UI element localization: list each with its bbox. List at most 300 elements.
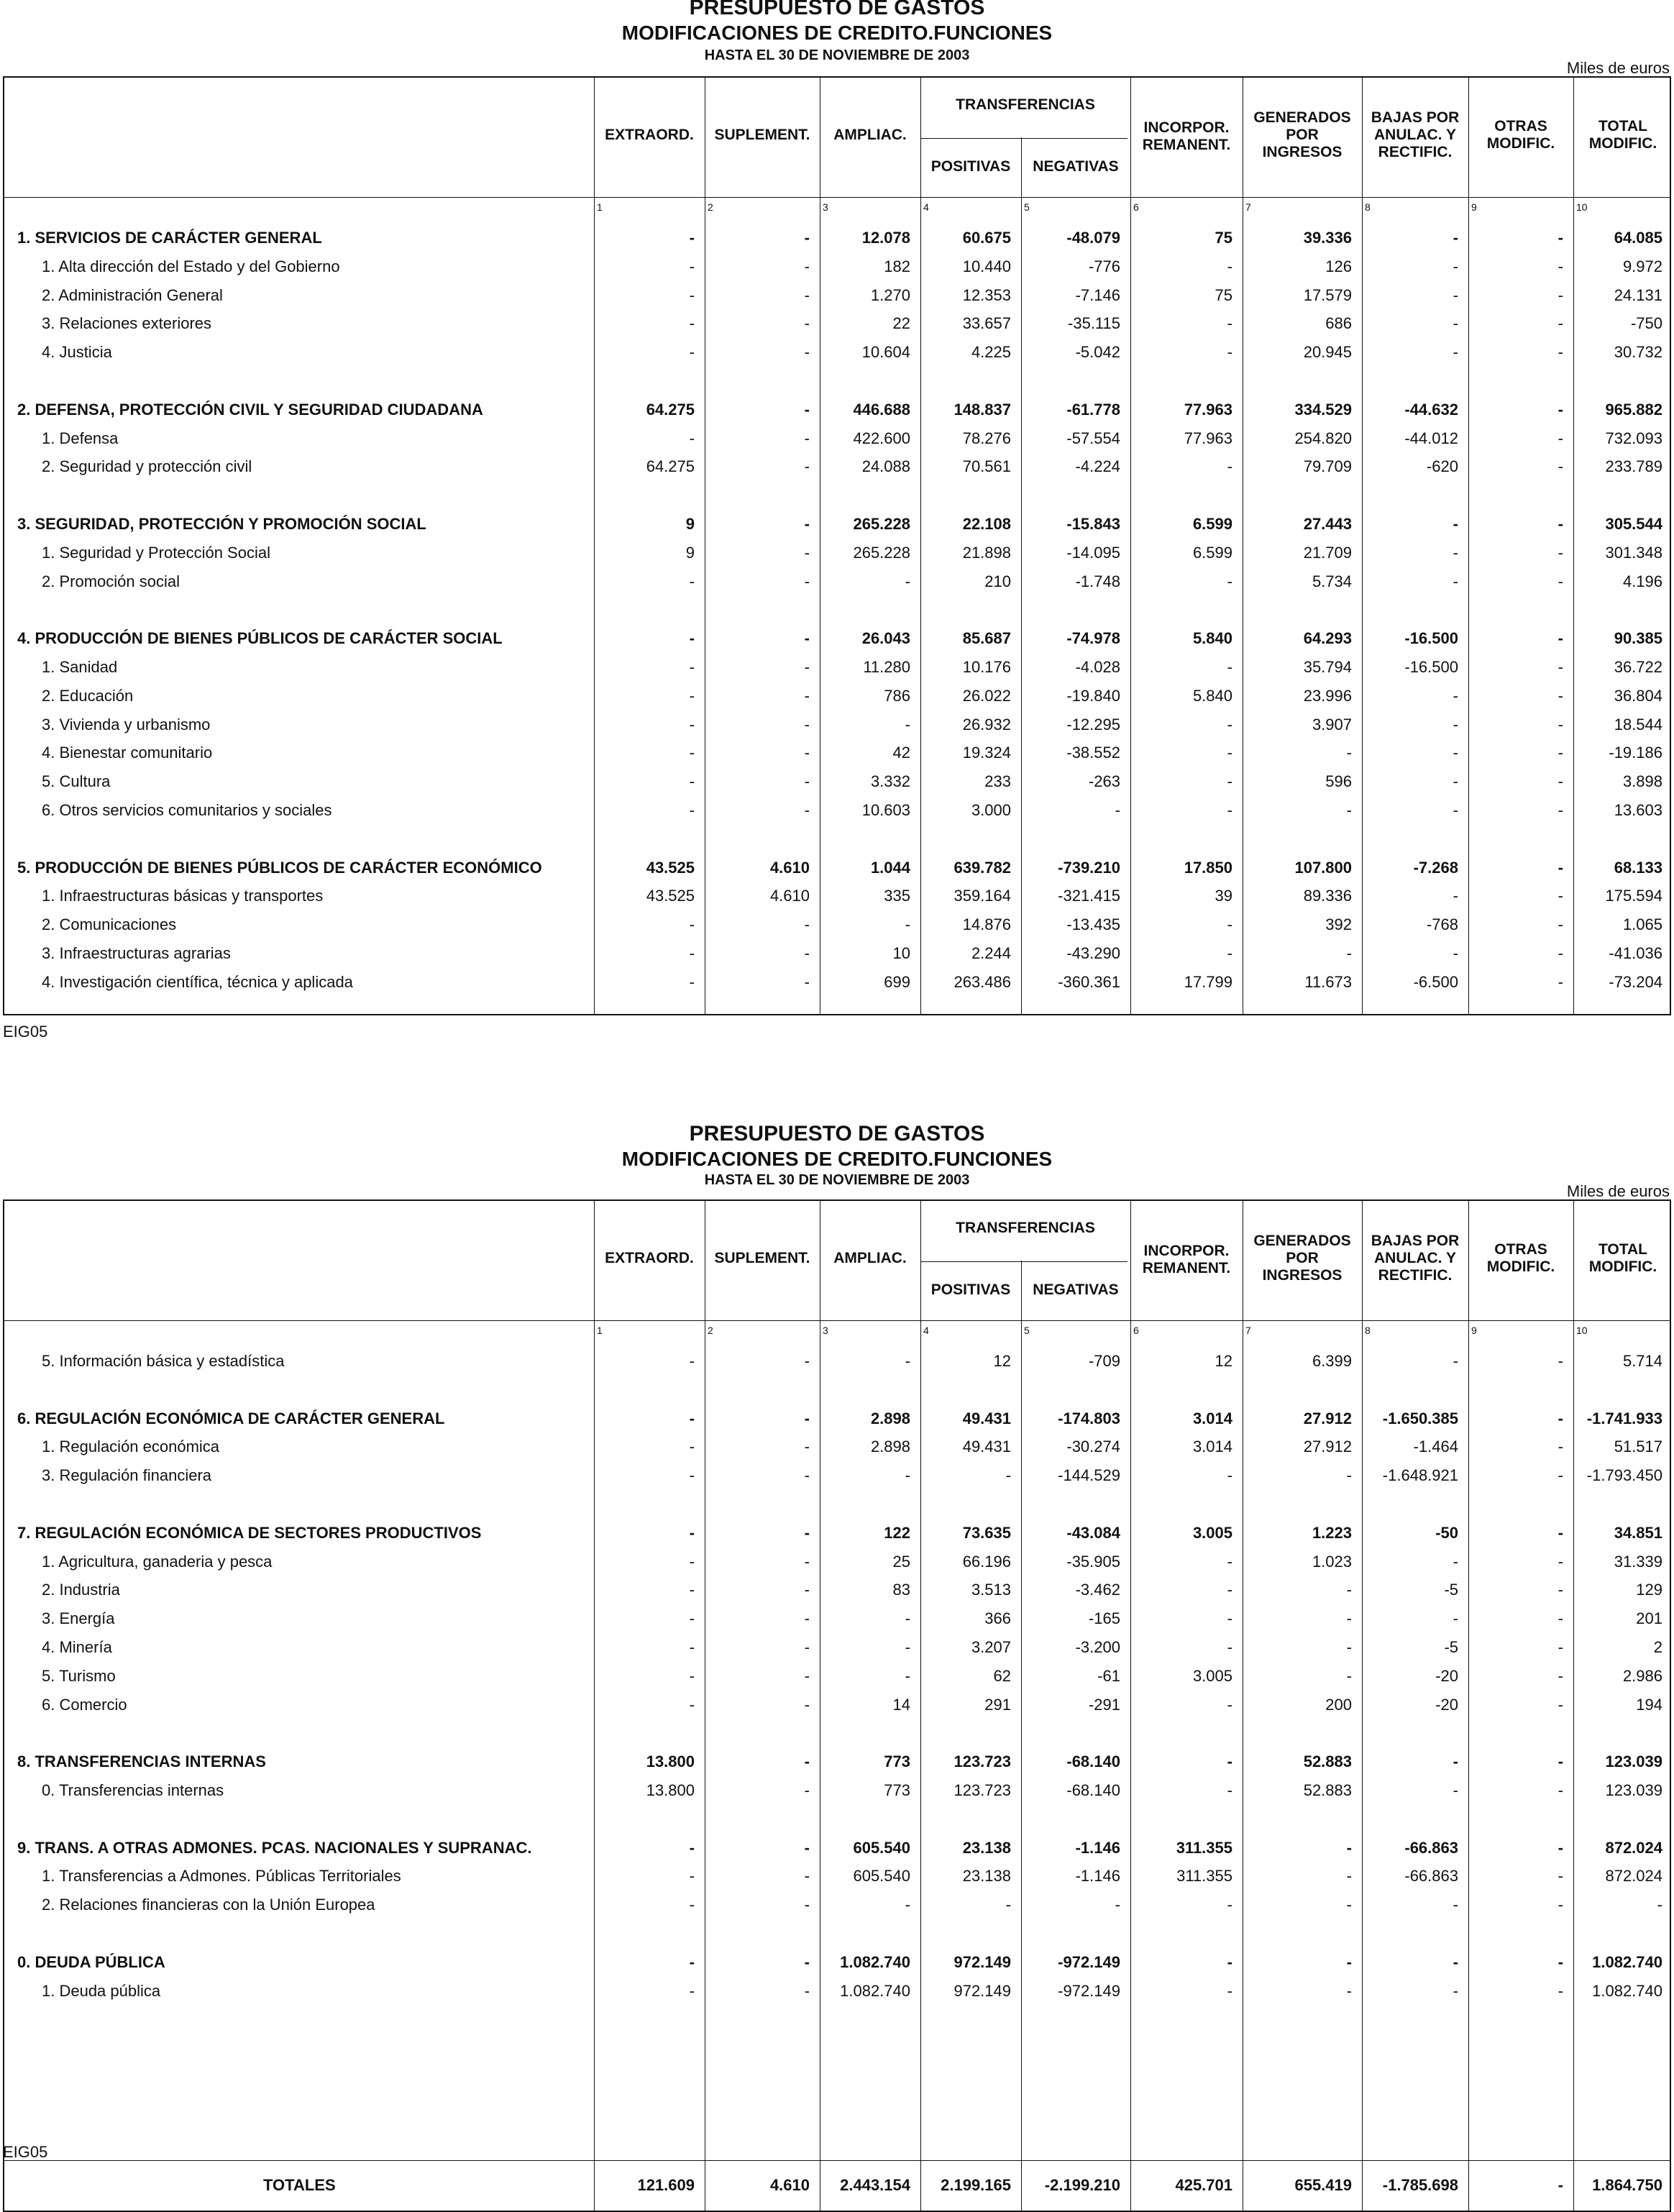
cell-value: - — [1346, 1981, 1352, 2000]
cell-value: -1.464 — [1413, 1438, 1458, 1456]
cell-value: - — [1453, 715, 1458, 733]
cell-value: - — [1453, 1352, 1458, 1370]
cell-value: -57.554 — [1066, 429, 1120, 447]
cell-value: 305.544 — [1605, 515, 1662, 533]
header-bajas-rectific: RECTIFIC. — [1378, 1267, 1453, 1284]
cell-value: 27.912 — [1303, 1409, 1352, 1427]
table-row — [4, 797, 1670, 826]
cell-value: -165 — [1088, 1609, 1120, 1628]
cell-value: - — [1346, 801, 1352, 819]
cell-value: 14 — [892, 1695, 910, 1714]
cell-value: 26.932 — [962, 715, 1011, 733]
cell-value: - — [1346, 1952, 1352, 1971]
subsection-label: 1. Defensa — [42, 429, 119, 447]
cell-value: 182 — [884, 257, 910, 275]
cell-value: 4.225 — [971, 343, 1011, 362]
subsection-label: 2. Promoción social — [42, 572, 180, 590]
cell-value: 3.332 — [870, 772, 910, 791]
cell-value: -38.552 — [1066, 744, 1120, 762]
cell-value: 21.898 — [962, 543, 1011, 562]
cell-value: -4.224 — [1075, 457, 1120, 476]
cell-value: 34.851 — [1614, 1523, 1662, 1542]
budget-table — [3, 1199, 1671, 2212]
cell-value: 64.085 — [1614, 229, 1662, 247]
cell-value: - — [1558, 744, 1563, 762]
footer-code: EIG05 — [3, 2143, 48, 2161]
cell-value: 3.014 — [1192, 1409, 1232, 1427]
cell-value: - — [1227, 257, 1232, 275]
subsection-label: 4. Justicia — [42, 343, 112, 362]
cell-value: 75 — [1215, 229, 1232, 247]
cell-value: -35.905 — [1066, 1552, 1120, 1571]
cell-value: - — [1453, 343, 1458, 362]
cell-value: - — [1558, 887, 1563, 905]
cell-value: - — [1558, 1552, 1563, 1571]
cell-value: - — [804, 457, 810, 476]
header-otras-modific: MODIFIC. — [1486, 1258, 1555, 1275]
cell-value: - — [1558, 1981, 1563, 2000]
cell-value: - — [1453, 1981, 1458, 2000]
cell-value: -14.095 — [1066, 543, 1120, 562]
cell-value: - — [1558, 1838, 1563, 1857]
cell-value: - — [1558, 1695, 1563, 1714]
cell-value: 1.082.740 — [840, 1981, 910, 2000]
header-generados-por: POR — [1286, 127, 1319, 143]
cell-value: 13.603 — [1614, 801, 1662, 819]
cell-value: 3.513 — [971, 1581, 1011, 1599]
cell-value: 17.799 — [1184, 972, 1232, 991]
cell-value: - — [1558, 257, 1563, 275]
cell-value: 23.996 — [1303, 686, 1352, 705]
cell-value: - — [804, 314, 810, 333]
cell-value: 194 — [1636, 1695, 1662, 1714]
cell-value: 335 — [884, 887, 910, 905]
cell-value: -263 — [1088, 772, 1120, 791]
cell-value: 51.517 — [1614, 1438, 1662, 1456]
cell-value: - — [1346, 1896, 1352, 1914]
cell-value: - — [1558, 1752, 1563, 1771]
cell-value: -61.778 — [1066, 400, 1120, 419]
cell-value: - — [1346, 1867, 1352, 1886]
header-transferencias: TRANSFERENCIAS — [956, 96, 1095, 113]
cell-value: - — [1227, 1581, 1232, 1599]
cell-value: - — [1227, 715, 1232, 733]
cell-value: -48.079 — [1066, 229, 1120, 247]
cell-value: 265.228 — [853, 543, 910, 562]
subsection-label: 1. Deuda pública — [42, 1981, 161, 2000]
header-generados-ingresos: INGRESOS — [1262, 1267, 1343, 1284]
cell-value: - — [1453, 257, 1458, 275]
table-row — [4, 940, 1670, 969]
cell-value: - — [689, 972, 695, 991]
header-transferencias: TRANSFERENCIAS — [956, 1220, 1095, 1236]
header-total-modific: MODIFIC. — [1588, 1258, 1657, 1275]
cell-value: 49.431 — [962, 1438, 1011, 1456]
cell-value: - — [1453, 572, 1458, 590]
cell-value: - — [689, 1896, 695, 1914]
cell-value: - — [804, 1666, 810, 1685]
cell-value: 26.022 — [962, 686, 1011, 705]
section-label: 1. SERVICIOS DE CARÁCTER GENERAL — [17, 229, 322, 247]
cell-value: 60.675 — [962, 229, 1011, 247]
cell-value: - — [689, 285, 695, 304]
cell-value: 422.600 — [853, 429, 910, 447]
cell-value: 366 — [984, 1609, 1011, 1628]
table-row — [4, 1605, 1670, 1634]
cell-value: 265.228 — [853, 515, 910, 533]
column-number: 3 — [823, 1325, 828, 1336]
table-row — [4, 224, 1670, 253]
page-title: PRESUPUESTO DE GASTOS — [689, 1122, 985, 1146]
cell-value: -620 — [1426, 457, 1458, 476]
cell-value: - — [1657, 1896, 1662, 1914]
subsection-label: 0. Transferencias internas — [42, 1781, 224, 1799]
cell-value: 200 — [1325, 1695, 1352, 1714]
cell-value: - — [804, 1638, 810, 1656]
cell-value: -972.149 — [1058, 1981, 1120, 2000]
cell-value: 5.734 — [1312, 572, 1352, 590]
cell-value: -66.863 — [1404, 1838, 1458, 1857]
cell-value: 639.782 — [953, 858, 1011, 877]
cell-value: - — [1453, 1781, 1458, 1799]
cell-value: 5.714 — [1622, 1352, 1662, 1370]
cell-value: -66.863 — [1404, 1867, 1458, 1886]
total-value: - — [1558, 2176, 1563, 2194]
cell-value: - — [1558, 285, 1563, 304]
subsection-label: 1. Agricultura, ganaderia y pesca — [42, 1552, 273, 1571]
cell-value: 210 — [984, 572, 1011, 590]
cell-value: - — [689, 772, 695, 791]
cell-value: 18.544 — [1614, 715, 1662, 733]
cell-value: - — [804, 257, 810, 275]
cell-value: - — [1558, 801, 1563, 819]
table-row — [4, 1949, 1670, 1978]
cell-value: -6.500 — [1413, 972, 1458, 991]
cell-value: 42 — [892, 744, 910, 762]
cell-value: - — [1227, 1466, 1232, 1485]
cell-value: -68.140 — [1066, 1752, 1120, 1771]
cell-value: - — [689, 1638, 695, 1656]
table-row — [4, 425, 1670, 454]
cell-value: - — [804, 1752, 810, 1771]
cell-value: -73.204 — [1609, 972, 1662, 991]
column-number: 6 — [1133, 201, 1139, 213]
table-row — [4, 1978, 1670, 2006]
table-row — [4, 539, 1670, 568]
table-row — [4, 654, 1670, 682]
cell-value: 89.336 — [1303, 887, 1352, 905]
cell-value: -1.146 — [1075, 1867, 1120, 1886]
header-positivas: POSITIVAS — [930, 1281, 1011, 1298]
cell-value: - — [689, 686, 695, 705]
total-value: 121.609 — [637, 2176, 695, 2194]
cell-value: 24.131 — [1614, 285, 1662, 304]
cell-value: 3.000 — [971, 801, 1011, 819]
cell-value: 31.339 — [1614, 1552, 1662, 1571]
cell-value: - — [1558, 629, 1563, 648]
table-row — [4, 568, 1670, 597]
cell-value: -1.741.933 — [1586, 1409, 1662, 1427]
table-row — [4, 854, 1670, 883]
cell-value: - — [804, 1581, 810, 1599]
cell-value: 11.673 — [1304, 972, 1352, 991]
table-row — [4, 768, 1670, 797]
cell-value: -20 — [1435, 1666, 1458, 1685]
cell-value: - — [689, 1867, 695, 1886]
cell-value: - — [1558, 1409, 1563, 1427]
cell-value: - — [1558, 1438, 1563, 1456]
cell-value: - — [804, 285, 810, 304]
table-row — [4, 1748, 1670, 1777]
cell-value: - — [905, 915, 910, 934]
cell-value: -5 — [1444, 1581, 1458, 1599]
table-row — [4, 1462, 1670, 1491]
cell-value: 6.399 — [1312, 1352, 1352, 1370]
cell-value: -43.290 — [1066, 944, 1120, 962]
cell-value: - — [689, 314, 695, 333]
cell-value: - — [689, 1352, 695, 1370]
cell-value: - — [1453, 1752, 1458, 1771]
table-row — [4, 882, 1670, 911]
page-subtitle: MODIFICACIONES DE CREDITO.FUNCIONES — [621, 22, 1053, 44]
header-bajas-anulac: ANULAC. Y — [1374, 127, 1456, 143]
cell-value: - — [1227, 801, 1232, 819]
subsection-label: 6. Otros servicios comunitarios y sociales — [42, 801, 332, 819]
cell-value: - — [1346, 744, 1352, 762]
cell-value: 43.525 — [646, 858, 695, 877]
cell-value: - — [804, 1552, 810, 1571]
cell-value: - — [1453, 543, 1458, 562]
table-row — [4, 911, 1670, 940]
cell-value: - — [1227, 1695, 1232, 1714]
cell-value: - — [1558, 1609, 1563, 1628]
section-label: 5. PRODUCCIÓN DE BIENES PÚBLICOS DE CARÁCTER ECONÓMICO — [17, 858, 542, 877]
table-row — [4, 1576, 1670, 1605]
section-label: 2. DEFENSA, PROTECCIÓN CIVIL Y SEGURIDAD CIUDADANA — [17, 400, 483, 419]
cell-value: - — [1558, 457, 1563, 476]
cell-value: 2 — [1653, 1638, 1662, 1656]
cell-value: 64.275 — [646, 457, 695, 476]
cell-value: 43.525 — [646, 887, 695, 905]
cell-value: - — [1558, 429, 1563, 447]
cell-value: 21.709 — [1303, 543, 1352, 562]
subsection-label: 6. Comercio — [42, 1695, 127, 1714]
cell-value: - — [1453, 887, 1458, 905]
cell-value: -321.415 — [1058, 887, 1120, 905]
cell-value: - — [1227, 1752, 1232, 1771]
cell-value: - — [1453, 1896, 1458, 1914]
cell-value: - — [689, 1523, 695, 1542]
cell-value: -1.748 — [1075, 572, 1120, 590]
cell-value: - — [1227, 457, 1232, 476]
total-value: 425.701 — [1175, 2176, 1232, 2194]
cell-value: -1.648.921 — [1382, 1466, 1458, 1485]
header-bajas: BAJAS POR — [1371, 1233, 1460, 1249]
cell-value: 10.440 — [962, 257, 1011, 275]
cell-value: - — [1346, 1466, 1352, 1485]
cell-value: -44.632 — [1404, 400, 1458, 419]
cell-value: - — [1558, 1781, 1563, 1799]
cell-value: -7.146 — [1075, 285, 1120, 304]
cell-value: 175.594 — [1605, 887, 1662, 905]
cell-value: - — [1453, 314, 1458, 333]
table-row — [4, 1548, 1670, 1577]
section-label: 8. TRANSFERENCIAS INTERNAS — [17, 1752, 266, 1771]
cell-value: - — [689, 1609, 695, 1628]
cell-value: 3.207 — [971, 1638, 1011, 1656]
cell-value: - — [1558, 915, 1563, 934]
header-generados: GENERADOS — [1253, 1233, 1351, 1249]
cell-value: - — [804, 1466, 810, 1485]
cell-value: - — [1227, 314, 1232, 333]
cell-value: - — [1558, 343, 1563, 362]
cell-value: - — [689, 429, 695, 447]
cell-value: 3.005 — [1192, 1523, 1232, 1542]
cell-value: 9 — [685, 515, 695, 533]
cell-value: 263.486 — [953, 972, 1011, 991]
cell-value: 12 — [1215, 1352, 1232, 1370]
cell-value: - — [689, 801, 695, 819]
table-row — [4, 1663, 1670, 1691]
total-value: 2.443.154 — [840, 2176, 910, 2194]
cell-value: - — [1227, 744, 1232, 762]
cell-value: 3.005 — [1192, 1666, 1232, 1685]
cell-value: 10.603 — [861, 801, 910, 819]
budget-table — [3, 76, 1671, 1015]
section-label: 6. REGULACIÓN ECONÓMICA DE CARÁCTER GENERAL — [17, 1409, 445, 1427]
cell-value: - — [1227, 1981, 1232, 2000]
cell-value: 1.082.740 — [1592, 1952, 1662, 1971]
header-ampliac: AMPLIAC. — [833, 1250, 907, 1266]
cell-value: - — [689, 658, 695, 676]
cell-value: - — [1227, 1609, 1232, 1628]
cell-value: 291 — [984, 1695, 1011, 1714]
cell-value: - — [804, 744, 810, 762]
header-otras: OTRAS — [1494, 118, 1547, 134]
cell-value: 2.898 — [870, 1409, 910, 1427]
cell-value: 9 — [685, 543, 695, 562]
cell-value: 201 — [1636, 1609, 1662, 1628]
cell-value: - — [804, 715, 810, 733]
cell-value: 25 — [892, 1552, 910, 1571]
cell-value: - — [804, 658, 810, 676]
cell-value: - — [804, 801, 810, 819]
cell-value: 334.529 — [1294, 400, 1352, 419]
cell-value: 13.800 — [646, 1752, 695, 1771]
cell-value: 17.579 — [1303, 285, 1352, 304]
table-row — [4, 310, 1670, 339]
cell-value: - — [1558, 1581, 1563, 1599]
column-number: 10 — [1576, 1325, 1588, 1336]
cell-value: - — [689, 629, 695, 648]
cell-value: - — [804, 1781, 810, 1799]
cell-value: 3.014 — [1192, 1438, 1232, 1456]
column-number: 9 — [1471, 201, 1477, 213]
header-otras-modific: MODIFIC. — [1486, 135, 1555, 152]
cell-value: -174.803 — [1058, 1409, 1120, 1427]
cell-value: 90.385 — [1614, 629, 1662, 648]
cell-value: -4.028 — [1075, 658, 1120, 676]
cell-value: - — [905, 572, 910, 590]
cell-value: 10.604 — [861, 343, 910, 362]
cell-value: 392 — [1325, 915, 1352, 934]
cell-value: -68.140 — [1066, 1781, 1120, 1799]
cell-value: 68.133 — [1614, 858, 1662, 877]
table-row — [4, 1405, 1670, 1434]
cell-value: - — [1558, 515, 1563, 533]
cell-value: - — [1453, 686, 1458, 705]
column-number: 4 — [923, 201, 929, 213]
cell-value: -709 — [1088, 1352, 1120, 1370]
total-value: 4.610 — [769, 2176, 810, 2194]
cell-value: - — [1115, 801, 1120, 819]
cell-value: - — [905, 1896, 910, 1914]
header-divider — [4, 1320, 1670, 1321]
cell-value: - — [1558, 715, 1563, 733]
cell-value: 605.540 — [853, 1838, 910, 1857]
cell-value: - — [804, 515, 810, 533]
header-incorpor: INCORPOR. — [1143, 119, 1230, 136]
cell-value: 39 — [1215, 887, 1232, 905]
cell-value: - — [689, 1666, 695, 1685]
cell-value: 596 — [1325, 772, 1352, 791]
cell-value: - — [1558, 229, 1563, 247]
cell-value: - — [1558, 572, 1563, 590]
cell-value: - — [1346, 1638, 1352, 1656]
subsection-label: 3. Regulación financiera — [42, 1466, 212, 1485]
cell-value: 64.275 — [646, 400, 695, 419]
totals-label: TOTALES — [263, 2176, 336, 2194]
table-row — [4, 1519, 1670, 1548]
subsection-label: 5. Turismo — [42, 1666, 116, 1685]
cell-value: 49.431 — [962, 1409, 1011, 1427]
cell-value: - — [1227, 658, 1232, 676]
cell-value: 64.293 — [1303, 629, 1352, 648]
cell-value: - — [1558, 1952, 1563, 1971]
cell-value: -15.843 — [1066, 515, 1120, 533]
cell-value: - — [804, 572, 810, 590]
subsection-label: 5. Información básica y estadística — [42, 1352, 285, 1370]
cell-value: 73.635 — [962, 1523, 1011, 1542]
cell-value: -5.042 — [1075, 343, 1120, 362]
cell-value: 10.176 — [962, 658, 1011, 676]
cell-value: - — [804, 1352, 810, 1370]
cell-value: 22.108 — [962, 515, 1011, 533]
cell-value: - — [1227, 572, 1232, 590]
header-suplement: SUPLEMENT. — [714, 127, 810, 143]
cell-value: - — [1558, 686, 1563, 705]
cell-value: - — [1227, 1781, 1232, 1799]
cell-value: - — [1453, 515, 1458, 533]
cell-value: - — [804, 429, 810, 447]
subsection-label: 1. Sanidad — [42, 658, 118, 676]
column-number: 1 — [597, 1325, 603, 1336]
header-bajas: BAJAS POR — [1371, 109, 1460, 126]
subsection-label: 2. Industria — [42, 1581, 120, 1599]
subsection-label: 1. Seguridad y Protección Social — [42, 543, 270, 562]
cell-value: 123.039 — [1605, 1752, 1662, 1771]
cell-value: - — [905, 1638, 910, 1656]
cell-value: 62 — [993, 1666, 1011, 1685]
subsection-label: 4. Minería — [42, 1638, 112, 1656]
cell-value: - — [689, 944, 695, 962]
header-positivas: POSITIVAS — [930, 158, 1011, 175]
cell-value: - — [1558, 314, 1563, 333]
cell-value: 3.898 — [1622, 772, 1662, 791]
cell-value: 5.840 — [1192, 629, 1232, 648]
subsection-label: 3. Vivienda y urbanismo — [42, 715, 211, 733]
cell-value: 39.336 — [1303, 229, 1352, 247]
